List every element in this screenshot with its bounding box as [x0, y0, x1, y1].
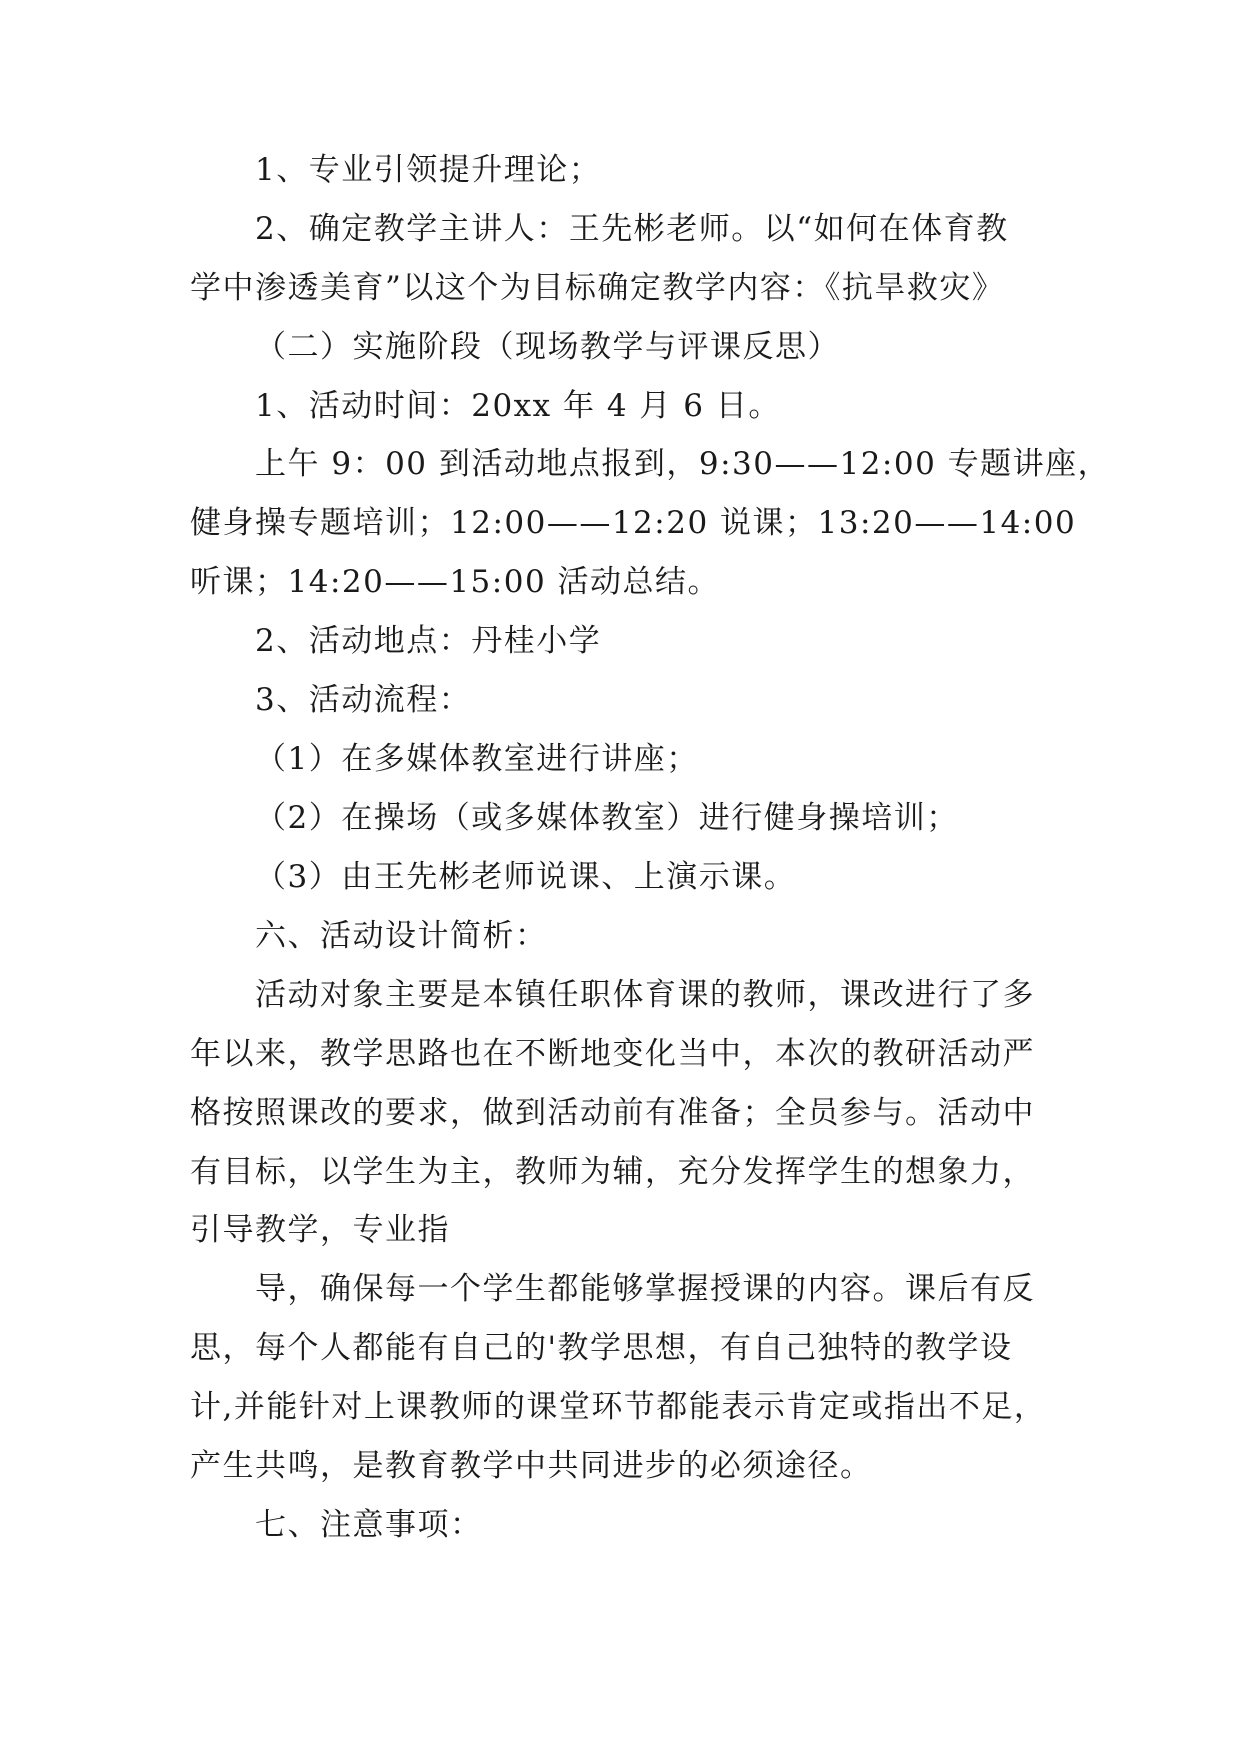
text-line: 2、确定教学主讲人：王先彬老师。以“如何在体育教: [255, 211, 1009, 247]
text-line: 引导教学，专业指: [190, 1212, 450, 1248]
text-line: 听课；14:20——15:00 活动总结。: [190, 564, 721, 600]
text-line: 上午 9：00 到活动地点报到，9:30——12:00 专题讲座，: [255, 446, 1111, 482]
text-line: 健身操专题培训；12:00——12:20 说课；13:20——14:00: [190, 505, 1077, 541]
section-heading: （二）实施阶段（现场教学与评课反思）: [255, 329, 840, 365]
text-line: 产生共鸣，是教育教学中共同进步的必须途径。: [190, 1448, 873, 1484]
text-line: 思，每个人都能有自己的'教学思想，有自己独特的教学设: [190, 1330, 1013, 1366]
list-item: （1）在多媒体教室进行讲座；: [255, 741, 699, 777]
list-item: （3）由王先彬老师说课、上演示课。: [255, 859, 797, 895]
text-line: 格按照课改的要求，做到活动前有准备；全员参与。活动中: [190, 1095, 1035, 1131]
text-line: 学中渗透美育”以这个为目标确定教学内容：《抗旱救灾》: [190, 270, 1005, 306]
section-heading: 六、活动设计简析：: [255, 918, 548, 954]
text-line: 3、活动流程：: [255, 682, 472, 718]
text-line: 计,并能针对上课教师的课堂环节都能表示肯定或指出不足，: [190, 1389, 1047, 1425]
text-line: 1、专业引领提升理论；: [255, 152, 602, 188]
text-line: 年以来，教学思路也在不断地变化当中，本次的教研活动严: [190, 1036, 1035, 1072]
text-line: 1、活动时间：20xx 年 4 月 6 日。: [255, 388, 781, 424]
text-line: 有目标，以学生为主，教师为辅，充分发挥学生的想象力，: [190, 1154, 1035, 1190]
section-heading: 七、注意事项：: [255, 1507, 483, 1543]
text-line: 2、活动地点：丹桂小学: [255, 623, 602, 659]
text-line: 导，确保每一个学生都能够掌握授课的内容。课后有反: [255, 1271, 1035, 1307]
list-item: （2）在操场（或多媒体教室）进行健身操培训；: [255, 800, 959, 836]
text-line: 活动对象主要是本镇任职体育课的教师，课改进行了多: [255, 977, 1035, 1013]
